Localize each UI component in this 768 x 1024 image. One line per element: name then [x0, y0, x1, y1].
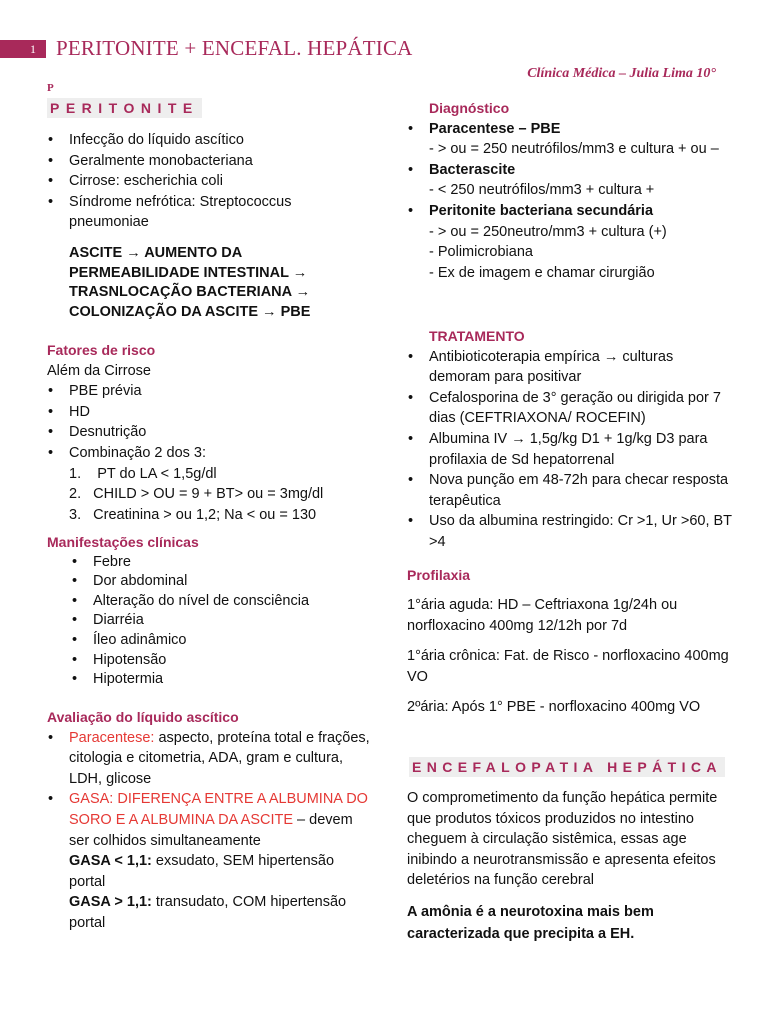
diag-title: Diagnóstico: [429, 100, 510, 116]
list-item: • Infecção do líquido ascítico: [47, 130, 372, 151]
list-item: • PBE prévia: [47, 381, 372, 402]
list-item: • Uso da albumina restringido: Cr >1, Ur >60, BT >4: [407, 511, 732, 552]
treat-list: [407, 347, 732, 553]
eval-title: Avaliação do líquido ascítico: [47, 709, 239, 725]
list-item: 1. PT do LA < 1,5g/dl: [69, 465, 217, 482]
gasa-high-text: transudato, COM hipertensão portal: [69, 894, 347, 931]
eval-list: [47, 728, 372, 852]
diag-item-detail: - > ou = 250 neutrófilos/mm3 e cultura + ou –: [429, 141, 719, 158]
manifest-section: [47, 533, 372, 690]
list-item: [407, 160, 732, 201]
mechanism-line: COLONIZAÇÃO DA ASCITE → PBE: [69, 303, 311, 320]
ence-paragraph: O comprometimento da função hepática permite que produtos tóxicos produzidos no intestino cheguem à circulação sistêmica, essas age inibindo a neurotransmissão e apresenta efeitos deletérios na função cerebral: [407, 790, 718, 889]
manifest-list: [47, 553, 372, 690]
page-title: PERITONITE + ENCEFAL. HEPÁTICA: [56, 36, 413, 60]
list-item: 2. CHILD > OU = 9 + BT> ou = 3mg/dl: [69, 486, 324, 503]
risk-numbered-list: [47, 464, 372, 526]
diag-item-detail: - < 250 neutrófilos/mm3 + cultura +: [429, 182, 655, 199]
list-item: [407, 201, 732, 283]
list-item: • Cefalosporina de 3° geração ou dirigida por 7 dias (CEFTRIAXONA/ ROCEFIN): [407, 388, 732, 429]
gasa-low: [47, 851, 372, 892]
diag-section: [407, 98, 732, 283]
list-item: • Hipotermia: [47, 670, 372, 690]
list-item: • Febre: [47, 553, 372, 573]
list-item: • Íleo adinâmico: [47, 631, 372, 651]
header-page-bar: [0, 40, 46, 58]
manifest-title: Manifestações clínicas: [47, 534, 199, 550]
diag-item-detail: - > ou = 250neutro/mm3 + cultura (+): [429, 223, 667, 240]
treat-section: [407, 326, 732, 553]
diag-item-title: • Paracentese – PBE: [429, 120, 561, 137]
section-title-encefalopatia: ENCEFALOPATIA HEPÁTICA: [409, 757, 725, 777]
list-item: • Alteração do nível de consciência: [47, 592, 372, 612]
eval-section: [47, 707, 372, 934]
risk-title: Fatores de risco: [47, 342, 156, 358]
gasa-text: – devem ser colhidos simultaneamente: [69, 811, 353, 849]
diag-item-detail: - Ex de imagem e chamar cirurgião: [429, 264, 655, 281]
list-item: • Cirrose: escherichia coli: [47, 171, 372, 192]
list-item: [47, 728, 372, 790]
list-item: • Combinação 2 dos 3:: [47, 443, 372, 464]
list-item: • Desnutrição: [47, 422, 372, 443]
risk-list: [47, 381, 372, 463]
list-item: [407, 119, 732, 160]
gasa-low-label: GASA < 1,1:: [69, 853, 152, 870]
gasa-low-text: exsudato, SEM hipertensão portal: [69, 853, 335, 890]
mechanism-block: [47, 244, 394, 322]
ence-bold-paragraph: A amônia é a neurotoxina mais bem caracterizada que precipita a EH.: [407, 904, 654, 942]
section-title-peritonite: PERITONITE: [47, 98, 202, 118]
mechanism-line: TRASNLOCAÇÃO BACTERIANA →: [69, 284, 311, 300]
proph-para-3: 2ºária: Após 1° PBE - norfloxacino 400mg VO: [407, 699, 701, 715]
mechanism-line: PERMEABILIDADE INTESTINAL →: [69, 264, 308, 281]
list-item: • Diarréia: [47, 611, 372, 631]
list-item: • Dor abdominal: [47, 572, 372, 592]
list-item: • Albumina IV → 1,5g/kg D1 + 1g/kg D3 para profilaxia de Sd hepatorrenal: [407, 429, 732, 470]
paracentese-label: Paracentese:: [69, 729, 155, 746]
diag-item-title: • Peritonite bacteriana secundária: [429, 202, 654, 219]
gasa-label: GASA: DIFERENÇA ENTRE A ALBUMINA DO SORO E A ALBUMINA DA ASCITE: [69, 791, 368, 828]
intro-list: [47, 130, 372, 233]
diag-item-title: • Bacterascite: [429, 161, 516, 178]
list-item: [47, 789, 372, 851]
page-number: 1: [30, 42, 36, 56]
risk-section: [47, 340, 372, 525]
proph-para-2: 1°ária crônica: Fat. de Risco - norfloxacino 400mg VO: [407, 648, 729, 685]
page-subtitle: Clínica Médica – Julia Lima 10°: [527, 66, 716, 81]
diag-item-detail: - Polimicrobiana: [429, 244, 533, 261]
gasa-high: [47, 892, 372, 933]
list-item: • Síndrome nefrótica: Streptococcus pneumoniae: [47, 192, 372, 233]
list-item: • Antibioticoterapia empírica → culturas demoram para positivar: [407, 347, 732, 388]
proph-para-1: 1°ária aguda: HD – Ceftriaxona 1g/24h ou norfloxacino 400mg 12/12h por 7d: [407, 597, 678, 634]
tiny-letter: P: [47, 82, 54, 94]
proph-title: Profilaxia: [407, 567, 471, 583]
list-item: • Hipotensão: [47, 651, 372, 671]
list-item: • Nova punção em 48-72h para checar resposta terapêutica: [407, 470, 732, 511]
list-item: 3. Creatinina > ou 1,2; Na < ou = 130: [69, 506, 317, 523]
mechanism-line: ASCITE → AUMENTO DA: [69, 245, 243, 261]
risk-lead: Além da Cirrose: [47, 362, 151, 379]
diag-list: [407, 119, 732, 284]
list-item: • Geralmente monobacteriana: [47, 151, 372, 172]
gasa-high-label: GASA > 1,1:: [69, 894, 152, 911]
paracentese-text: aspecto, proteína total e frações, citologia e citometria, ADA, gram e cultura, LDH, glicose: [69, 729, 370, 787]
list-item: • HD: [47, 402, 372, 423]
treat-title: TRATAMENTO: [429, 328, 525, 344]
proph-section: [407, 565, 732, 586]
